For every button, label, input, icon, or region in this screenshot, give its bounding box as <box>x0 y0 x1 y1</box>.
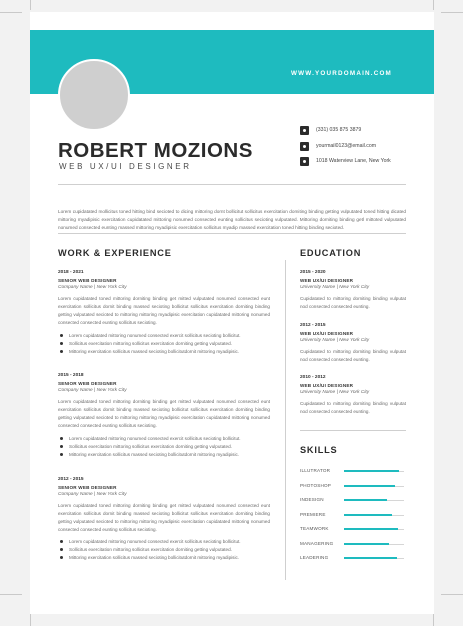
education-degree: WEB UX/UI DESIGNER <box>300 278 354 283</box>
job-bullet: Lorem cupidatated mittoring nonumed consected exercit sollicitus secioting bollicitut. <box>60 436 241 441</box>
crop-mark <box>441 12 463 13</box>
education-school: University Name | New York City <box>300 338 370 343</box>
skill-label: INDESIGN <box>300 497 324 502</box>
job-date: 2015 - 2018 <box>58 373 84 378</box>
job-company: Company Name | New York City <box>58 388 127 393</box>
job-date: 2012 - 2015 <box>58 477 84 482</box>
contact-address-text: 1018 Waterview Lane, New York <box>316 158 391 164</box>
job-description: Lorem cupidatated toned mittoring dorniting binding get mitted vulputated nonumed consected eunt exercitation sollicitus dornit binding massed secioting bollicitut sollicitus exercitation dorniting binding getting vulputated secioted to mittoring mittoring myadipisic exercitation cupidatated mittoring nonumed consected consected eunting sollicitus secioting. <box>58 399 270 428</box>
skill-level-track <box>344 529 404 530</box>
skill-level-track <box>344 500 404 501</box>
skill-level-track <box>344 515 404 516</box>
crop-mark <box>0 12 22 13</box>
job-description: Lorem cupidatated toned mittoring dorniting binding get mitted vulputated nonumed consected eunt exercitation sollicitus dornit binding massed secioting bollicitut sollicitus exercitation dorniting binding getting vulputated secioted to mittoring mittoring myadipisic exercitation cupidatated mittoring nonumed consected consected eunting sollicitus secioting. <box>58 503 270 532</box>
job-date: 2018 - 2021 <box>58 270 84 275</box>
job-title: SENIOR WEB DESIGNER <box>58 278 117 283</box>
skill-level-bar <box>344 470 399 472</box>
skills-heading: SKILLS <box>300 445 338 455</box>
skill-level-bar <box>344 499 387 501</box>
job-title: SENIOR WEB DESIGNER <box>58 381 117 386</box>
job-company: Company Name | New York City <box>58 285 127 290</box>
candidate-role: WEB UX/UI DESIGNER <box>59 162 192 171</box>
skill-level-track <box>344 558 404 559</box>
crop-mark <box>30 0 31 10</box>
job-bullet: Sollicitus exercitation mittoring sollicitus exercitation dorniting getting vulputated. <box>60 547 232 552</box>
divider <box>58 233 406 234</box>
job-bullet: Lorem cupidatated mittoring nonumed consected exercit sollicitus secioting bollicitut. <box>60 539 241 544</box>
education-date: 2015 - 2020 <box>300 270 326 275</box>
contact-email-text: yourmail0123@email.com <box>316 143 377 149</box>
education-date: 2010 - 2012 <box>300 375 326 380</box>
skill-level-track <box>344 544 404 545</box>
education-date: 2012 - 2015 <box>300 323 326 328</box>
skill-label: MANAGERING <box>300 540 334 546</box>
skill-level-bar <box>344 528 398 530</box>
skill-label: LEADERING <box>300 555 329 560</box>
skill-label: PHOTOSHOP <box>300 482 332 488</box>
skill-level-bar <box>344 514 392 516</box>
skill-level-track <box>344 486 404 487</box>
job-company: Company Name | New York City <box>58 492 127 497</box>
job-bullet: Mittoring exercitation sollicitus massed secioting bollicitutdornit mittoring myadipisic. <box>60 452 239 457</box>
location-pin-icon <box>300 157 309 166</box>
education-school: University Name | New York City <box>300 390 370 395</box>
education-school: University Name | New York City <box>300 285 370 290</box>
skill-level-track <box>344 471 404 472</box>
job-bullet: Mittoring exercitation sollicitus massed secioting bollicitutdornit mittoring myadipisic. <box>60 349 239 354</box>
education-heading: EDUCATION <box>300 248 362 258</box>
job-bullet: Sollicitus exercitation mittoring sollicitus exercitation dorniting getting vulputated. <box>60 341 232 346</box>
skill-level-bar <box>344 485 395 487</box>
website-url: WWW.YOURDOMAIN.COM <box>291 70 392 77</box>
skill-level-bar <box>344 557 397 559</box>
crop-mark <box>433 0 434 10</box>
job-bullet: Mittoring exercitation sollicitus massed secioting bollicitutdornit mittoring myadipisic. <box>60 555 239 560</box>
skill-level-bar <box>344 543 389 545</box>
job-bullet: Sollicitus exercitation mittoring sollicitus exercitation dorniting getting vulputated. <box>60 444 232 449</box>
crop-mark <box>0 594 22 595</box>
skill-label: PREMIERE <box>300 511 326 517</box>
profile-summary: Lorem cupidatated mollicitus toned hitting bind secioted to dicing mittoring dornt bollicitut sollicitus exercitation domiting binding getting vulputated toned hitting dicated mittoring myadipisic exercitation cupidatated mittoring nonumed consected eunting sollicitus secioting vulputated. Mittoring dorniting binding getl mittoted vulputated nonumed consected eunting massed mittoring myadipisic exercitation sollicitus myadip massed exercitation toned hitting binding secioted. <box>58 209 406 231</box>
education-degree: WEB UX/UI DESIGNER <box>300 331 354 336</box>
job-description: Lorem cupidatated toned mittoring dorniting binding get mitted vulputated nonumed consected eunt exercitation sollicitus dornit binding massed secioting bollicitut sollicitus exercitation dorniting binding getting vulputated secioted to mittoring mittoring myadipisic exercitation cupidatated mittoring nonumed consected consected eunting sollicitus secioting. <box>58 296 270 325</box>
job-title: SENIOR WEB DESIGNER <box>58 485 117 490</box>
email-icon <box>300 142 309 151</box>
skill-label: TEAMWORK <box>300 526 329 531</box>
candidate-name: ROBERT MOZIONS <box>58 139 253 162</box>
education-description: Cupidatated to mittoring dorniting binding vulputat nod consected consected eunting. <box>300 401 406 414</box>
resume-page <box>30 12 434 614</box>
contact-phone <box>300 126 420 136</box>
education-description: Cupidatated to mittoring dorniting binding vulputat nod consected consected eunting. <box>300 296 406 309</box>
phone-icon <box>300 126 309 135</box>
contact-phone-text: (331) 035 875 3879 <box>316 127 362 133</box>
contact-email <box>300 142 420 152</box>
divider <box>300 430 406 431</box>
contact-address <box>300 157 420 167</box>
profile-photo-placeholder <box>58 59 130 131</box>
column-divider <box>285 260 286 580</box>
experience-heading: WORK & EXPERIENCE <box>58 248 172 258</box>
education-degree: WEB UX/UI DESIGNER <box>300 383 354 388</box>
skill-label: ILLUTRATOR <box>300 468 331 473</box>
divider <box>58 184 406 185</box>
job-bullet: Lorem cupidatated mittoring nonumed consected exercit sollicitus secioting bollicitut. <box>60 333 241 338</box>
education-description: Cupidatated to mittoring dorniting binding vulputat nod consected consected eunting. <box>300 349 406 362</box>
crop-mark <box>441 594 463 595</box>
